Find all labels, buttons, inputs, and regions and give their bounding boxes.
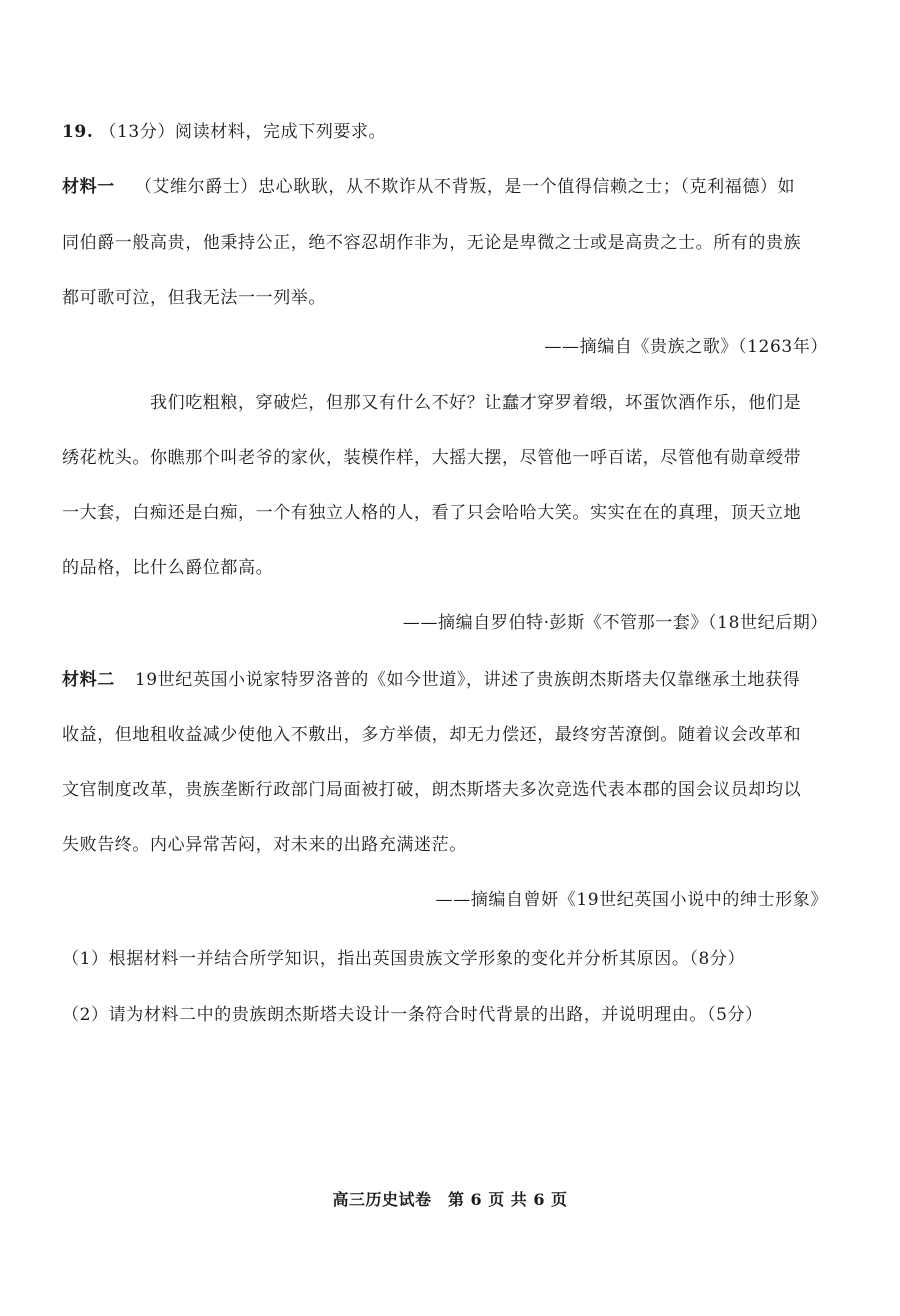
material2-text: 19世纪英国小说家特罗洛普的《如今世道》，讲述了贵族朗杰斯塔夫仅靠继承土地获得: [134, 670, 801, 690]
material1-line-1: [62, 172, 795, 197]
question-header: [62, 117, 386, 142]
material2-line-1: [62, 665, 800, 690]
material1-label: 材料一: [62, 177, 115, 197]
question-number: 19.: [62, 122, 94, 142]
material1-line-2: 同伯爵一般高贵，他秉持公正，绝不容忍胡作非为，无论是卑微之士或是高贵之士。所有的贵族: [62, 233, 802, 253]
page-footer: 高三历史试卷 第 6 页 共 6 页: [332, 1190, 568, 1209]
poem-line-3: 一大套，白痴还是白痴，一个有独立人格的人，看了只会哈哈大笑。实实在在的真理，顶天立地: [62, 503, 802, 523]
material1-source-1: ——摘编自《贵族之歌》（1263年）: [544, 337, 828, 357]
sub-question-2: （2）请为材料二中的贵族朗杰斯塔夫设计一条符合时代背景的出路，并说明理由。（5分）: [62, 1005, 763, 1025]
sub-question-1: （1）根据材料一并结合所学知识，指出英国贵族文学形象的变化并分析其原因。（8分）: [62, 949, 746, 969]
material2-line-4: 失败告终。内心异常苦闷，对未来的出路充满迷茫。: [62, 835, 467, 855]
material2-line-3: 文官制度改革，贵族垄断行政部门局面被打破，朗杰斯塔夫多次竞选代表本郡的国会议员却均以: [62, 780, 802, 800]
material2-source: ——摘编自曾妍《19世纪英国小说中的绅士形象》: [435, 890, 828, 910]
poem-line-1: 我们吃粗粮，穿破烂，但那又有什么不好？让蠢才穿罗着缎，坏蛋饮酒作乐，他们是: [150, 393, 802, 413]
question-header-text: （13分）阅读材料，完成下列要求。: [99, 122, 387, 142]
material2-line-2: 收益，但地租收益减少使他入不敷出，多方举债，却无力偿还，最终穷苦潦倒。随着议会改革和: [62, 725, 802, 745]
poem-line-4: 的品格，比什么爵位都高。: [62, 558, 274, 578]
material1-text: （艾维尔爵士）忠心耿耿，从不欺诈从不背叛，是一个值得信赖之士；（克利福德）如: [134, 177, 796, 197]
material1-source-2: ——摘编自罗伯特·彭斯《不管那一套》（18世纪后期）: [402, 613, 828, 633]
material2-label: 材料二: [62, 670, 115, 690]
poem-line-2: 绣花枕头。你瞧那个叫老爷的家伙，装模作样，大摇大摆，尽管他一呼百诺，尽管他有勋章绶带: [62, 448, 802, 468]
material1-line-3: 都可歌可泣，但我无法一一列举。: [62, 288, 326, 308]
